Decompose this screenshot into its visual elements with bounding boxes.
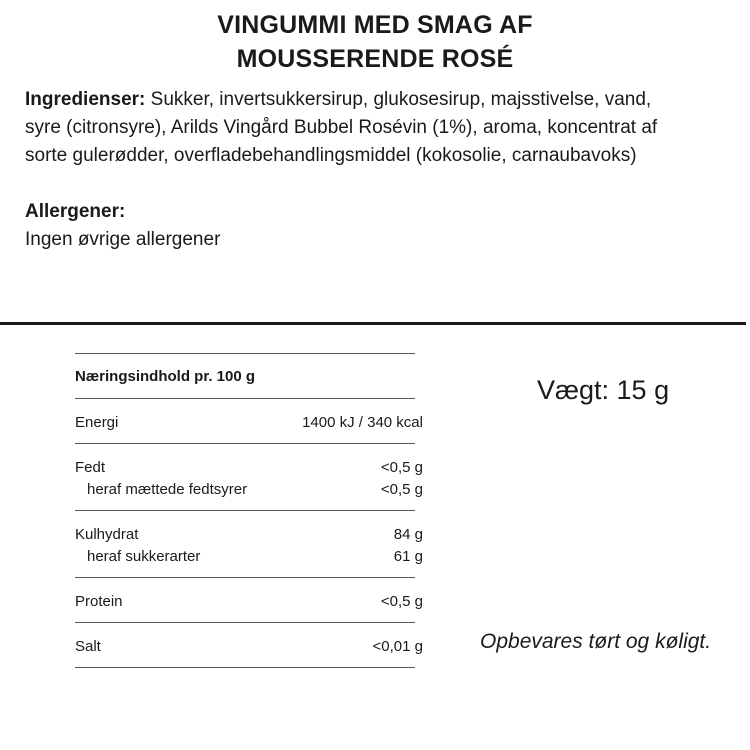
row-value: <0,01 g (372, 637, 423, 655)
row-label: Kulhydrat (75, 525, 139, 543)
section-divider (0, 322, 746, 325)
nutrition-table (75, 353, 423, 668)
table-row (75, 478, 423, 500)
ingredients-line-3: sorte gulerødder, overfladebehandlingsmiddel (kokosolie, carnaubavoks) (25, 145, 637, 166)
row-label: heraf sukkerarter (87, 547, 201, 565)
nutrition-header: Næringsindhold pr. 100 g (75, 367, 256, 385)
ingredients-label: Ingredienser: (25, 89, 146, 110)
row-label: heraf mættede fedtsyrer (87, 480, 248, 498)
product-title-line-2: MOUSSERENDE ROSÉ (236, 45, 514, 73)
row-value: 1400 kJ / 340 kcal (302, 413, 423, 431)
table-row (75, 635, 423, 657)
nutrition-block-fat (75, 444, 423, 510)
allergens-label: Allergener: (25, 201, 126, 222)
ingredients-line-2: syre (citronsyre), Arilds Vingård Bubbel Rosévin (1%), aroma, koncentrat af (25, 117, 658, 138)
nutrition-block-carbs (75, 511, 423, 577)
nutrition-block-protein (75, 578, 423, 622)
ingredients-section (25, 86, 730, 170)
row-value: <0,5 g (380, 458, 423, 476)
net-weight: Vægt: 15 g (537, 375, 670, 405)
product-title-line-1: VINGUMMI MED SMAG AF (217, 11, 533, 39)
ingredients-line-1 (25, 86, 730, 114)
row-label: Salt (75, 637, 101, 655)
table-row (75, 523, 423, 545)
allergens-text: Ingen øvrige allergener (25, 229, 221, 250)
row-label: Energi (75, 413, 119, 431)
table-row (75, 456, 423, 478)
table-rule (75, 667, 415, 668)
row-value: 61 g (393, 547, 423, 565)
row-value: <0,5 g (380, 480, 423, 498)
nutrition-block-salt (75, 623, 423, 667)
storage-instructions: Opbevares tørt og køligt. (480, 630, 712, 653)
row-label: Protein (75, 592, 123, 610)
table-row (75, 545, 423, 567)
row-value: <0,5 g (380, 592, 423, 610)
table-row (75, 411, 423, 433)
row-label: Fedt (75, 458, 106, 476)
ingredients-text-1: Sukker, invertsukkersirup, glukosesirup, majsstivelse, vand, (145, 89, 652, 110)
table-row (75, 590, 423, 612)
row-value: 84 g (393, 525, 423, 543)
nutrition-block-energy (75, 399, 423, 443)
product-title (0, 8, 750, 76)
